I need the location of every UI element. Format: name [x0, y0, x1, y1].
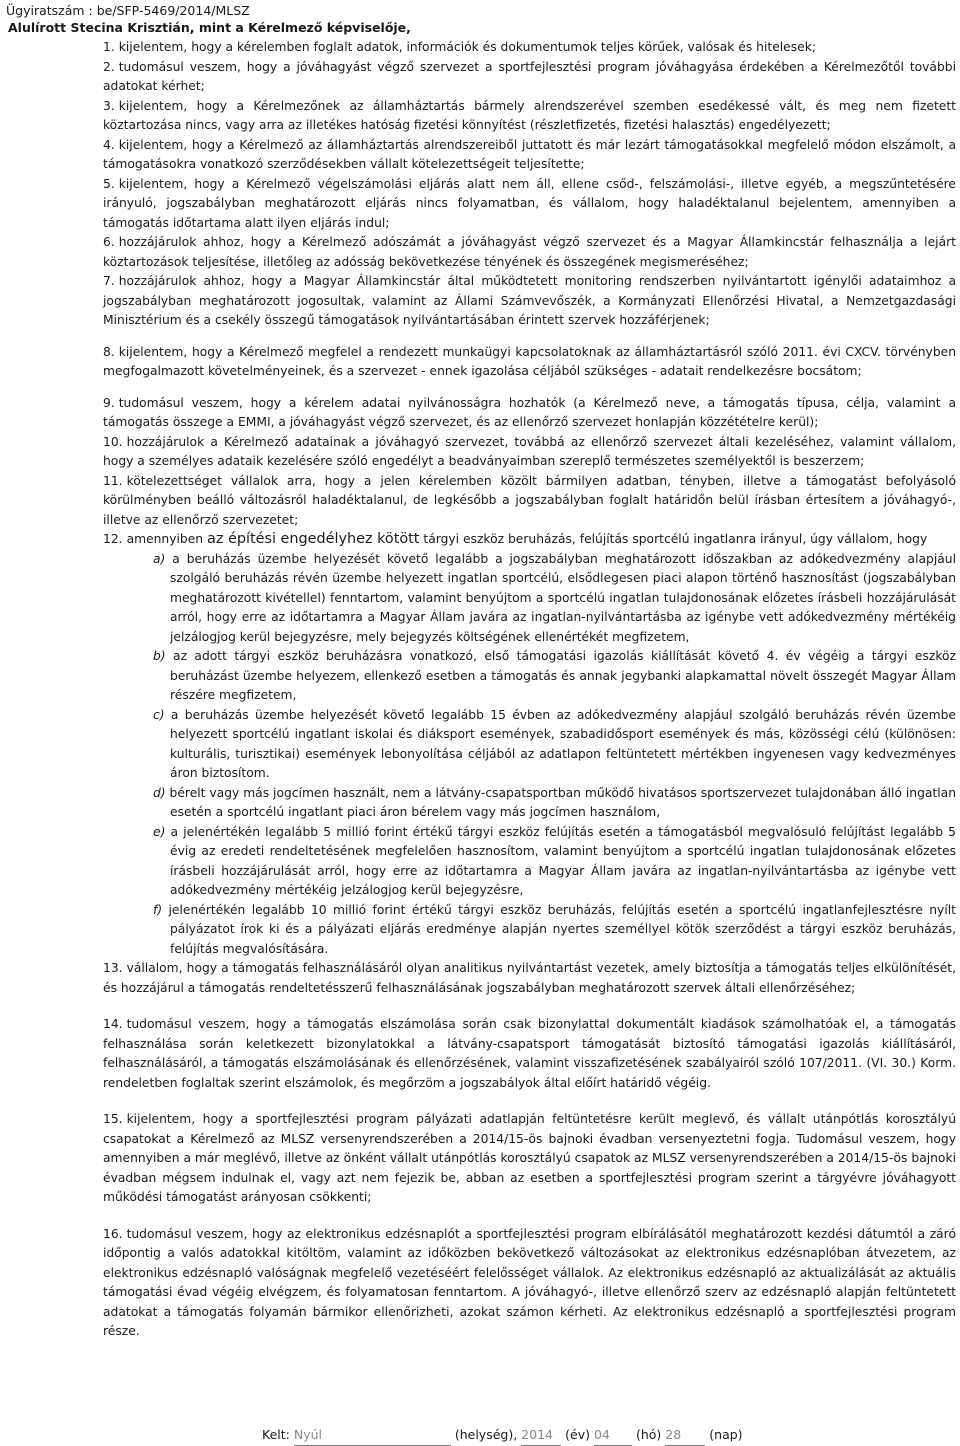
- list-item: 16. tudomásul veszem, hogy az elektronikus edzésnaplót a sportfejlesztési program elbírálásától meghatározott kezdési dátumtól a záró időpontig a valós adatokkal kitöltöm, valamint az időközben bekövetkező változásokat az elektronikus edzésnaplóban átvezetem, az elektronikus edzésnapló valóságnak megfelelő vezetéséért felelősséget vállalok. Az elektronikus edzésnapló az aktualizálását az aktuális támogatási évad végéig elvégzem, és folyamatosan fenntartom. A jóváhagyó-, illetve ellenőrző szerv az edzésnapló alapján feltüntetett adatokat a támogatás folyamán bármikor ellenőrizheti, azokat számon kérheti. Az elektronikus edzésnapló a sportfejlesztési program része.: [103, 1226, 956, 1338]
- list-item: 12. amennyiben az építési engedélyhez kötött tárgyi eszköz beruházás, felújítás sportcélú ingatlanra irányul, úgy vállalom, hogy: [103, 531, 928, 547]
- list-item: 8. kijelentem, hogy a Kérelmező megfelel a rendezett munkaügyi kapcsolatoknak az államháztartásról szóló 2011. évi CXCV. törvényben megfogalmazott követelményeinek, és a szervezet - ennek igazolása céljából szükséges - adatait rendelkezésre bocsátom;: [103, 344, 956, 378]
- sub-item: e) a jelenértékén legalább 5 millió forint értékű tárgyi eszköz felújítás esetén a támogatásból megvalósuló felújítást legalább 5 évig az eredeti rendeltetésének megfelelően hasznosítom, valamint benyújtom a sportcélú ingatlan tulajdonosának előzetes írásbeli hozzájárulását arról, hogy erre az időtartamra a Magyar Állam javára az ingatlan-nyilvántartásba az igénybe vett adókedvezmény mértékéig jelzálogjog kerül bejegyzésre,: [153, 824, 956, 897]
- date-place-line: [262, 1425, 743, 1446]
- place-field[interactable]: Nyúl: [294, 1425, 451, 1446]
- list-item: 5. kijelentem, hogy a Kérelmező végelszámolási eljárás alatt nem áll, ellene csőd-, felszámolási-, illetve egyéb, a megszűntetésére irányuló, jogszabályban meghatározott eljárás nincs folyamatban, és vállalom, hogy haladéktalanul bejelentem, amennyiben a támogatás időtartama alatt ilyen eljárás indul;: [103, 176, 956, 230]
- year-field[interactable]: 2014: [521, 1425, 561, 1446]
- list-item: 6. hozzájárulok ahhoz, hogy a Kérelmező adószámát a jóváhagyást végző szervezet és a Magyar Államkincstár felhasználja a lejárt köztartozások teljesítése, illetőleg az adósság bekövetkezése tényének és összegének megismeréséhez;: [103, 235, 956, 269]
- sub-item: d) bérelt vagy más jogcímen használt, nem a látvány-csapatsportban működő hivatásos sportszervezet tulajdonában álló ingatlan esetén a sportcélú ingatlant piaci áron bérelem vagy más jogcímen használom,: [153, 785, 957, 819]
- declaration-list: [103, 38, 956, 1342]
- place-suffix: (helység),: [454, 1427, 518, 1442]
- day-field[interactable]: 28: [665, 1425, 705, 1446]
- list-item: 15. kijelentem, hogy a sportfejlesztési program pályázati adatlapján feltüntetésre került meglevő, és vállalt utánpótlás korosztályú csapatokat a Kérelmező az MLSZ versenyrendszerében a 2014/15-ös bajnoki évadban versenyeztetni fogja. Tudomásul veszem, hogy amennyiben a már meglévő, illetve az önként vállalt utánpótlás korosztályú csapatok az MLSZ versenyrendszerében a 2014/15-ös bajnoki évadban mégsem indulnak el, vagy azt nem fejezik be, abban az esetben a sportfejlesztési program szerint a tárgyévre jóváhagyott működési támogatást arányosan csökkenti;: [103, 1112, 956, 1204]
- list-item: 9. tudomásul veszem, hogy a kérelem adatai nyilvánosságra hozhatók (a Kérelmező neve, a támogatás típusa, célja, valamint a támogatás összege a EMMI, a jóváhagyást végző szervezet, és az ellenőrző szervezet honlapján közzétételre kerül);: [103, 395, 956, 429]
- sub-item: c) a beruházás üzembe helyezését követő legalább 15 évben az adókedvezmény alapjául szolgáló beruházás révén üzembe helyezett sportcélú ingatlant iskolai és diáksport események, szabadidősport események és más, közösségi célú (különösen: kulturális, turisztikai) események lebonyolítása céljából az adatlapon feltüntetett mértékben ingyenesen vagy kedvezményes áron biztosítom.: [153, 707, 956, 780]
- list-item: 11. kötelezettséget vállalok arra, hogy a jelen kérelemben közölt bármilyen adatban, tényben, illetve a támogatást befolyásoló körülményben beálló változásról haladéktalanul, de legkésőbb a jogszabályban foglalt határidőn belül írásban értesítem a jóváhagyó-, illetve az ellenőrző szervezetet;: [103, 473, 956, 527]
- list-item: 1. kijelentem, hogy a kérelemben foglalt adatok, információk és dokumentumok teljes körűek, valósak és hitelesek;: [103, 40, 816, 54]
- file-number: Ügyiratszám : be/SFP-5469/2014/MLSZ: [6, 3, 250, 18]
- day-suffix: (nap): [709, 1427, 743, 1442]
- list-item: 3. kijelentem, hogy a Kérelmezőnek az államháztartás bármely alrendszerével szemben esedékessé vált, és meg nem fizetett köztartozása nincs, vagy arra az illetékes hatóság fizetési könnyítést (részletfizetés, fizetési halasztás) engedélyezett;: [103, 98, 956, 132]
- declarant-intro: Alulírott Stecina Krisztián, mint a Kérelmező képviselője,: [8, 20, 411, 35]
- month-field[interactable]: 04: [594, 1425, 632, 1446]
- month-suffix: (hó): [635, 1427, 662, 1442]
- list-item: 13. vállalom, hogy a támogatás felhasználásáról olyan analitikus nyilvántartást vezetek, amely biztosítja a támogatás teljes elkülönítését, és hozzájárul a támogatás rendeltetésszerű felhasználásának jogszabályban meghatározott szervek általi ellenőrzéséhez;: [103, 961, 956, 995]
- emphasis-phrase: az építési engedélyhez kötött: [207, 531, 420, 547]
- list-item: 10. hozzájárulok a Kérelmező adatainak a jóváhagyó szervezet, továbbá az ellenőrző szervezet általi kezeléséhez, valamint vállalom, hogy a személyes adataik kezelésére szóló engedélyt a beadványaimban szereplő természetes személyektől is beszerzem;: [103, 434, 956, 468]
- list-item: 7. hozzájárulok ahhoz, hogy a Magyar Államkincstár által működtetett monitoring rendszerben nyilvántartott igénylői adataimhoz a jogszabályban meghatározott jogosultak, valamint az Állami Számvevőszék, a Kormányzati Ellenőrzési Hivatal, a Nemzetgazdasági Minisztérium és a csekély összegű támogatások nyilvántartásában érintett szervek hozzáférjenek;: [103, 274, 956, 327]
- list-item: 2. tudomásul veszem, hogy a jóváhagyást végző szervezet a sportfejlesztési program jóváhagyása érdekében a Kérelmezőtől további adatokat kérhet;: [103, 59, 956, 93]
- list-item: 14. tudomásul veszem, hogy a támogatás elszámolása során csak bizonylattal dokumentált kiadások számolhatóak el, a támogatás felhasználása során keletkezett bizonylatokkal a látvány-csapatsport támogatását biztosító támogatási igazolás kiállításáról, felhasználásáról, a támogatás elszámolásának és ellenőrzésének, valamint visszafizetésének szabályairól szóló 107/2011. (VI. 30.) Korm. rendeletben foglaltak szerint elszámolok, és megőrzöm a jogszabályok által előírt határidő végéig.: [103, 1017, 956, 1090]
- list-item: 4. kijelentem, hogy a Kérelmező az államháztartás alrendszereiből juttatott és már lezárt támogatásokkal megfelelő módon elszámolt, a támogatásokra vonatkozó szerződésekben vállalt kötelezettségeit teljesítette;: [103, 137, 956, 171]
- sub-item: a) a beruházás üzembe helyezését követő legalább a jogszabályban meghatározott időszakban az adókedvezmény alapjául szolgáló beruházás révén üzembe helyezett ingatlan sportcélú, elsődlegesen piaci alapon történő hasznosítást (jogszabályban meghatározott kivétellel) fenntartom, valamint benyújtom a sportcélú ingatlan tulajdonosának előzetes írásbeli hozzájárulását arról, hogy erre az időtartamra a Magyar Állam javára az ingatlan-nyilvántartásba az igénybe vett adókedvezmény mértékéig jelzálogjog kerül bejegyzésre, mely bejegyzés költségének ellenértékét megfizetem,: [153, 551, 957, 644]
- sub-item: f) jelenértékén legalább 10 millió forint értékű tárgyi eszköz beruházás, felújítás esetén a sportcélú ingatlanfejlesztésre nyílt pályázatot írok ki és a pályázati eljárás eredménye alapján nyertes személlyel kötök szerződést a tárgyi eszköz beruházás, felújítás megvalósítására.: [153, 902, 956, 956]
- kelt-label: Kelt:: [262, 1427, 290, 1442]
- sub-item: b) az adott tárgyi eszköz beruházásra vonatkozó, első támogatási igazolás kiállítását követő 4. év végéig a tárgyi eszköz beruházást üzembe helyezem, ellenkező esetben a támogatás és annak jegybanki alapkamattal növelt összegét Magyar Állam részére megfizetem,: [153, 649, 956, 702]
- year-suffix: (év): [565, 1427, 590, 1442]
